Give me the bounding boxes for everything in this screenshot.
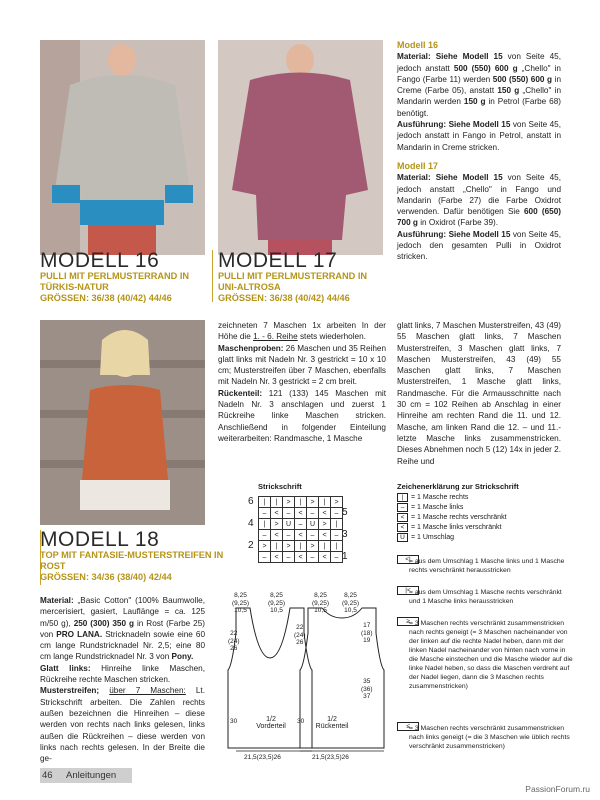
chart-row [259, 497, 343, 508]
legend-item [397, 523, 501, 532]
quantity: 500 (550) 600 g [492, 74, 553, 84]
dim-side-back: 30 [297, 718, 305, 725]
dim-value: 10,5 [234, 607, 247, 614]
brand: Pony. [171, 652, 194, 662]
modell-17-subtitle-1: PULLI MIT PERLMUSTERRAND IN [218, 271, 368, 281]
chart-cell: < [319, 552, 331, 563]
chart-cell: < [319, 508, 331, 519]
piece-fraction: 1/2 [266, 716, 276, 723]
legend-title: Zeichenerklärung zur Strickschrift [397, 482, 519, 491]
glatt-links-label: Glatt links: [40, 663, 91, 673]
modell-18-col3 [397, 320, 561, 467]
text-underline: über 7 Maschen: [109, 686, 186, 696]
legend-item [397, 493, 468, 502]
dim-value: 22 [296, 624, 304, 631]
quantity: 250 (300) 350 g [73, 618, 134, 628]
text-span: „Chello" in Fango (Farbe 11) werden [397, 63, 561, 84]
dim-top-front-2 [268, 592, 285, 615]
chart-row [259, 530, 343, 541]
dim-bottom-back: 21,5(23,5)26 [312, 754, 349, 761]
dim-value: 26 [296, 639, 304, 646]
modell-18-subtitle-1: TOP MIT FANTASIE-MUSTERSTREIFEN IN [40, 550, 224, 560]
ausfuehrung-label: Ausführung: Siehe Modell [397, 120, 499, 130]
chart-row [259, 508, 343, 519]
maschenproben-label: Maschenproben: [218, 343, 284, 353]
modell-18-col2 [218, 320, 386, 444]
text-span: „Basic Cotton" (100% Baumwolle, mercerisiert, gasiert, Lauflänge = ca. 125 m/50 g), [40, 596, 205, 628]
legend-item [397, 503, 463, 512]
text-span: stets wiederholen. [297, 332, 366, 342]
dim-value: 17 [363, 622, 371, 629]
chart-cell: | [271, 497, 283, 508]
rueckenteil-label: Rückenteil: [218, 388, 263, 398]
dim-mid [294, 624, 306, 647]
dim-value: 8,25 [344, 592, 357, 599]
dim-value: (36) [361, 685, 373, 693]
chart-title: Strickschrift [258, 482, 302, 491]
material-label: Material: Siehe Modell [397, 52, 489, 62]
dim-value: 19 [363, 637, 371, 644]
legend-block-1: = aus dem Umschlag 1 Masche links und 1 Masche rechts verschränkt herausstricken [409, 558, 565, 574]
legend-text: = 1 Umschlag [411, 534, 454, 541]
chart-symbol-icon: <| [397, 555, 419, 564]
chart-row-label: 5 [342, 507, 348, 518]
chart-cell: | [271, 541, 283, 552]
chart-symbol-icon: U [397, 533, 408, 542]
chart-symbol-icon: ≥ [397, 617, 419, 626]
chart-row-label: 4 [248, 518, 254, 529]
dim-value: 10,5 [314, 607, 327, 614]
quantity: 600 (650) 700 g [397, 207, 561, 228]
modell-18-sizes: GRÖSSEN: 34/36 (38/40) 42/44 [40, 572, 172, 582]
material-label: Material: [40, 596, 74, 605]
dim-value: (24) [228, 637, 240, 645]
text-span: von Seite 45, jedoch anstatt „Chello" in Fango und Mandarin (Farbe 27) die Farbe Oxidrot verwenden. Dafür benötigen Sie [397, 173, 561, 217]
legend-block-2: = aus dem Umschlag 1 Masche rechts verschränkt und 1 Masche links herausstricken [409, 589, 562, 605]
quantity: 150 g [463, 97, 486, 107]
modell-18-subtitle-2: ROST [40, 561, 66, 571]
dim-value: 10,5 [270, 607, 283, 614]
legend-block-3: = 3 Maschen rechts verschränkt zusammenstricken nach rechts geneigt (= 3 Maschen nacheinander von der linken auf die rechte Nadel heben, dann mit der linken Nadel nacheinander von hinten nach vorne in die Masche einstechen und die Masche wieder auf die linke Nadel heben, so dass die Maschen verdreht auf der Nadel liegen, dann die 3 Maschen rechts zusammenstricken) [409, 620, 573, 690]
chart-cell: | [295, 541, 307, 552]
legend-item [397, 513, 507, 522]
chart-row [259, 541, 343, 552]
modell-16-sizes: GRÖSSEN: 36/38 (40/42) 44/46 [40, 293, 172, 303]
photo-modell-16-art [40, 40, 205, 255]
text-span: in Rost (Farbe 25) von [40, 618, 205, 639]
text-span: zeichneten 7 Maschen 1x arbeiten In der Höhe die [218, 321, 386, 342]
chart-cell: | [319, 541, 331, 552]
chart-cell: – [259, 530, 271, 541]
chart-cell: – [259, 508, 271, 519]
modell-16-subtitle-1: PULLI MIT PERLMUSTERRAND IN [40, 271, 190, 281]
legend-text: = 1 Masche links [411, 504, 464, 511]
dim-value: (9,25) [342, 599, 359, 607]
dim-value: 37 [363, 693, 371, 700]
ausfuehrung-label: Ausführung: Siehe Modell [397, 229, 499, 239]
legend-item [397, 533, 454, 542]
chart-cell: – [307, 530, 319, 541]
text-span: in Oxidrot (Farbe 39). [417, 218, 499, 228]
brand: PRO LANA. [56, 629, 103, 639]
chart-cell: | [331, 541, 343, 552]
chart-row-label: 1 [342, 551, 348, 562]
text-span: in Creme (Farbe 05), anstatt [397, 74, 561, 96]
chart-cell: – [283, 552, 295, 563]
dim-value: (9,25) [312, 599, 329, 607]
chart-cell: – [283, 508, 295, 519]
chart-cell: > [283, 541, 295, 552]
modell-16-heading: Modell 16 [397, 40, 439, 50]
modell-ref: 15 [493, 173, 503, 183]
quantity: 150 g [497, 86, 520, 96]
back-piece-label [312, 716, 352, 730]
chart-cell: > [319, 519, 331, 530]
modell-17-subtitle-2: UNI-ALTROSA [218, 282, 281, 292]
chart-cell: < [295, 552, 307, 563]
legend-text: = 1 Masche links verschränkt [411, 524, 502, 531]
dim-value: 35 [363, 678, 371, 685]
modell-16-title: MODELL 16 [40, 249, 160, 272]
chart-row-label: 6 [248, 496, 254, 507]
text-span: glatt links, 7 Maschen Musterstreifen, 43 (49) 55 Maschen glatt links, 7 Maschen Musterstreifen, 3 Maschen glatt links, 7 Maschen Musterstreifen, 43 (49) 55 Maschen glatt links, 7 Maschen Musterstreifen, 1 Masche glatt links, Randmasche. Für die Armausschnitte nach 30 cm = 102 Reihen ab Anschlag in einer Hinreihe am rechten Rand die 11. und 12. Masche, am linken Rand die 12. – und 11.- letzte Masche links zusammenstricken. Dieses Abnehmen noch 5 (12) 14x in jeder 2. Reihe und [397, 321, 561, 466]
text-span: Lt. Strickschrift arbeiten. Die Zahlen rechts außen bezeichnen die Hinreihen – diese werden von rechts nach links gelesen, links außen die Rückreihen – diese werden von links nach rechts gelesen. In der Breite die ge- [40, 686, 205, 764]
modell-17-divider [212, 250, 213, 302]
chart-row [259, 552, 343, 563]
dim-value: (18) [361, 629, 373, 637]
chart-cell: > [331, 497, 343, 508]
dim-top-back [312, 592, 329, 615]
chart-row-label: 2 [248, 540, 254, 551]
text-span: Stricknadeln sowie eine 60 cm lange Rundstricknadel Nr. 2,5; eine 80 cm lange Rundstricknadel Nr. 3 von [40, 629, 205, 662]
chart-cell: < [319, 530, 331, 541]
chart-cell: – [331, 552, 343, 563]
chart-cell: – [259, 552, 271, 563]
chart-cell: – [307, 508, 319, 519]
photo-modell-18-art [40, 320, 205, 525]
dim-value: (9,25) [232, 599, 249, 607]
chart-symbol-icon: | [397, 493, 408, 502]
modell-16-17-instructions [397, 40, 561, 263]
chart-cell: > [307, 497, 319, 508]
modell-17-sizes: GRÖSSEN: 36/38 (40/42) 44/46 [218, 293, 350, 303]
photo-modell-17 [218, 40, 383, 255]
chart-symbol-icon: |< [397, 586, 419, 595]
chart-cell: – [331, 530, 343, 541]
quantity: 500 (550) 600 g [453, 63, 518, 73]
text-span: von Seite 45, jedoch anstatt in Fango in Petrol, anstatt in Mandarin in Creme stricken. [397, 120, 561, 152]
modell-17-heading: Modell 17 [397, 160, 439, 171]
piece-name: Vorderteil [256, 723, 286, 730]
modell-ref: 15 [493, 52, 503, 62]
chart-row-label: 3 [342, 529, 348, 540]
chart-cell: > [307, 541, 319, 552]
text-underline: 1. - 6. Reihe [253, 332, 298, 342]
knitting-chart [258, 496, 343, 563]
text-span: „Chello" in Mandarin werden [397, 86, 562, 107]
dim-value: 8,25 [234, 592, 247, 599]
modell-18-title: MODELL 18 [40, 528, 160, 551]
chart-row [259, 519, 343, 530]
modell-16-subtitle-2: TÜRKIS-NATUR [40, 282, 109, 292]
dim-right-17 [361, 622, 373, 645]
dim-side-front: 30 [230, 718, 238, 725]
text-span: Hinreihe linke Maschen, Rückreihe rechte Maschen stricken. [40, 663, 206, 685]
photo-modell-17-art [218, 40, 383, 255]
piece-fraction: 1/2 [327, 716, 337, 723]
legend-text: = 1 Masche rechts [411, 494, 469, 501]
chart-cell: > [271, 519, 283, 530]
front-piece-label [256, 716, 286, 730]
legend-text: = 1 Masche rechts verschränkt [411, 514, 507, 521]
text-span: 121 (133) 145 Maschen mit Nadeln Nr. 3 anschlagen und zuerst 1 Rückreihe linke Maschen stricken. Anschließend in folgender Einteilung weiterarbeiten: Randmasche, 1 Masche [218, 388, 386, 443]
chart-symbol-icon: < [397, 513, 408, 522]
text-span: von Seite 45, jedoch den gesamten Pulli in Oxidrot stricken. [397, 229, 561, 262]
chart-cell: | [259, 497, 271, 508]
dim-value: 26 [230, 645, 238, 652]
modell-ref: 15 [501, 229, 511, 239]
section-label: Anleitungen [66, 770, 117, 781]
chart-cell: – [307, 552, 319, 563]
chart-cell: – [283, 530, 295, 541]
dim-value: 22 [230, 630, 238, 637]
material-label: Material: Siehe Modell [397, 173, 489, 183]
chart-cell: > [259, 541, 271, 552]
chart-cell: < [271, 508, 283, 519]
text-span: 26 Maschen und 35 Reihen glatt links mit Nadeln Nr. 3 gestrickt = 10 x 10 cm; Musterstreifen über 7 Maschen, ebenfalls mit Nadeln Nr. 3 gestrickt = 2 cm breit. [218, 343, 386, 387]
photo-modell-18 [40, 320, 205, 525]
dim-value: 8,25 [314, 592, 327, 599]
chart-symbol-icon: < [397, 523, 408, 532]
dim-left [228, 630, 240, 653]
dim-right-35 [361, 678, 373, 701]
chart-cell: | [331, 519, 343, 530]
chart-cell: < [295, 530, 307, 541]
chart-cell: – [295, 519, 307, 530]
dim-top-front [232, 592, 249, 615]
spacer [397, 153, 561, 161]
dim-top-back-2 [342, 592, 359, 615]
chart-cell: > [283, 497, 295, 508]
dim-value: (24) [294, 631, 306, 639]
chart-symbol-icon: ≤ [397, 722, 419, 731]
modell-18-col1 [40, 595, 205, 764]
chart-cell: – [331, 508, 343, 519]
chart-cell: | [319, 497, 331, 508]
chart-cell: | [259, 519, 271, 530]
legend-block-4: = 3 Maschen rechts verschränkt zusammenstricken nach links geneigt (= die 3 Maschen wie üblich rechts verschränkt zusammenstricken) [409, 725, 570, 750]
chart-cell: < [271, 552, 283, 563]
watermark: PassionForum.ru [525, 784, 590, 794]
chart-cell: U [283, 519, 295, 530]
page-number: 46 [42, 770, 53, 781]
chart-symbol-icon: – [397, 503, 408, 512]
modell-ref: 15 [501, 120, 511, 130]
text-span: in Petrol (Farbe 68) benötigt. [397, 97, 561, 118]
dim-value: 10,5 [344, 607, 357, 614]
musterstreifen-label: Musterstreifen; [40, 686, 100, 696]
dim-value: 8,25 [270, 592, 283, 599]
modell-17-title: MODELL 17 [218, 249, 338, 272]
chart-cell: | [295, 497, 307, 508]
dim-bottom-front: 21,5(23,5)26 [244, 754, 281, 761]
dim-value: (9,25) [268, 599, 285, 607]
text-span: von Seite 45, jedoch anstatt [397, 52, 561, 73]
chart-cell: U [307, 519, 319, 530]
photo-modell-16 [40, 40, 205, 255]
chart-cell: < [295, 508, 307, 519]
piece-name: Rückenteil [315, 723, 349, 730]
chart-cell: < [271, 530, 283, 541]
